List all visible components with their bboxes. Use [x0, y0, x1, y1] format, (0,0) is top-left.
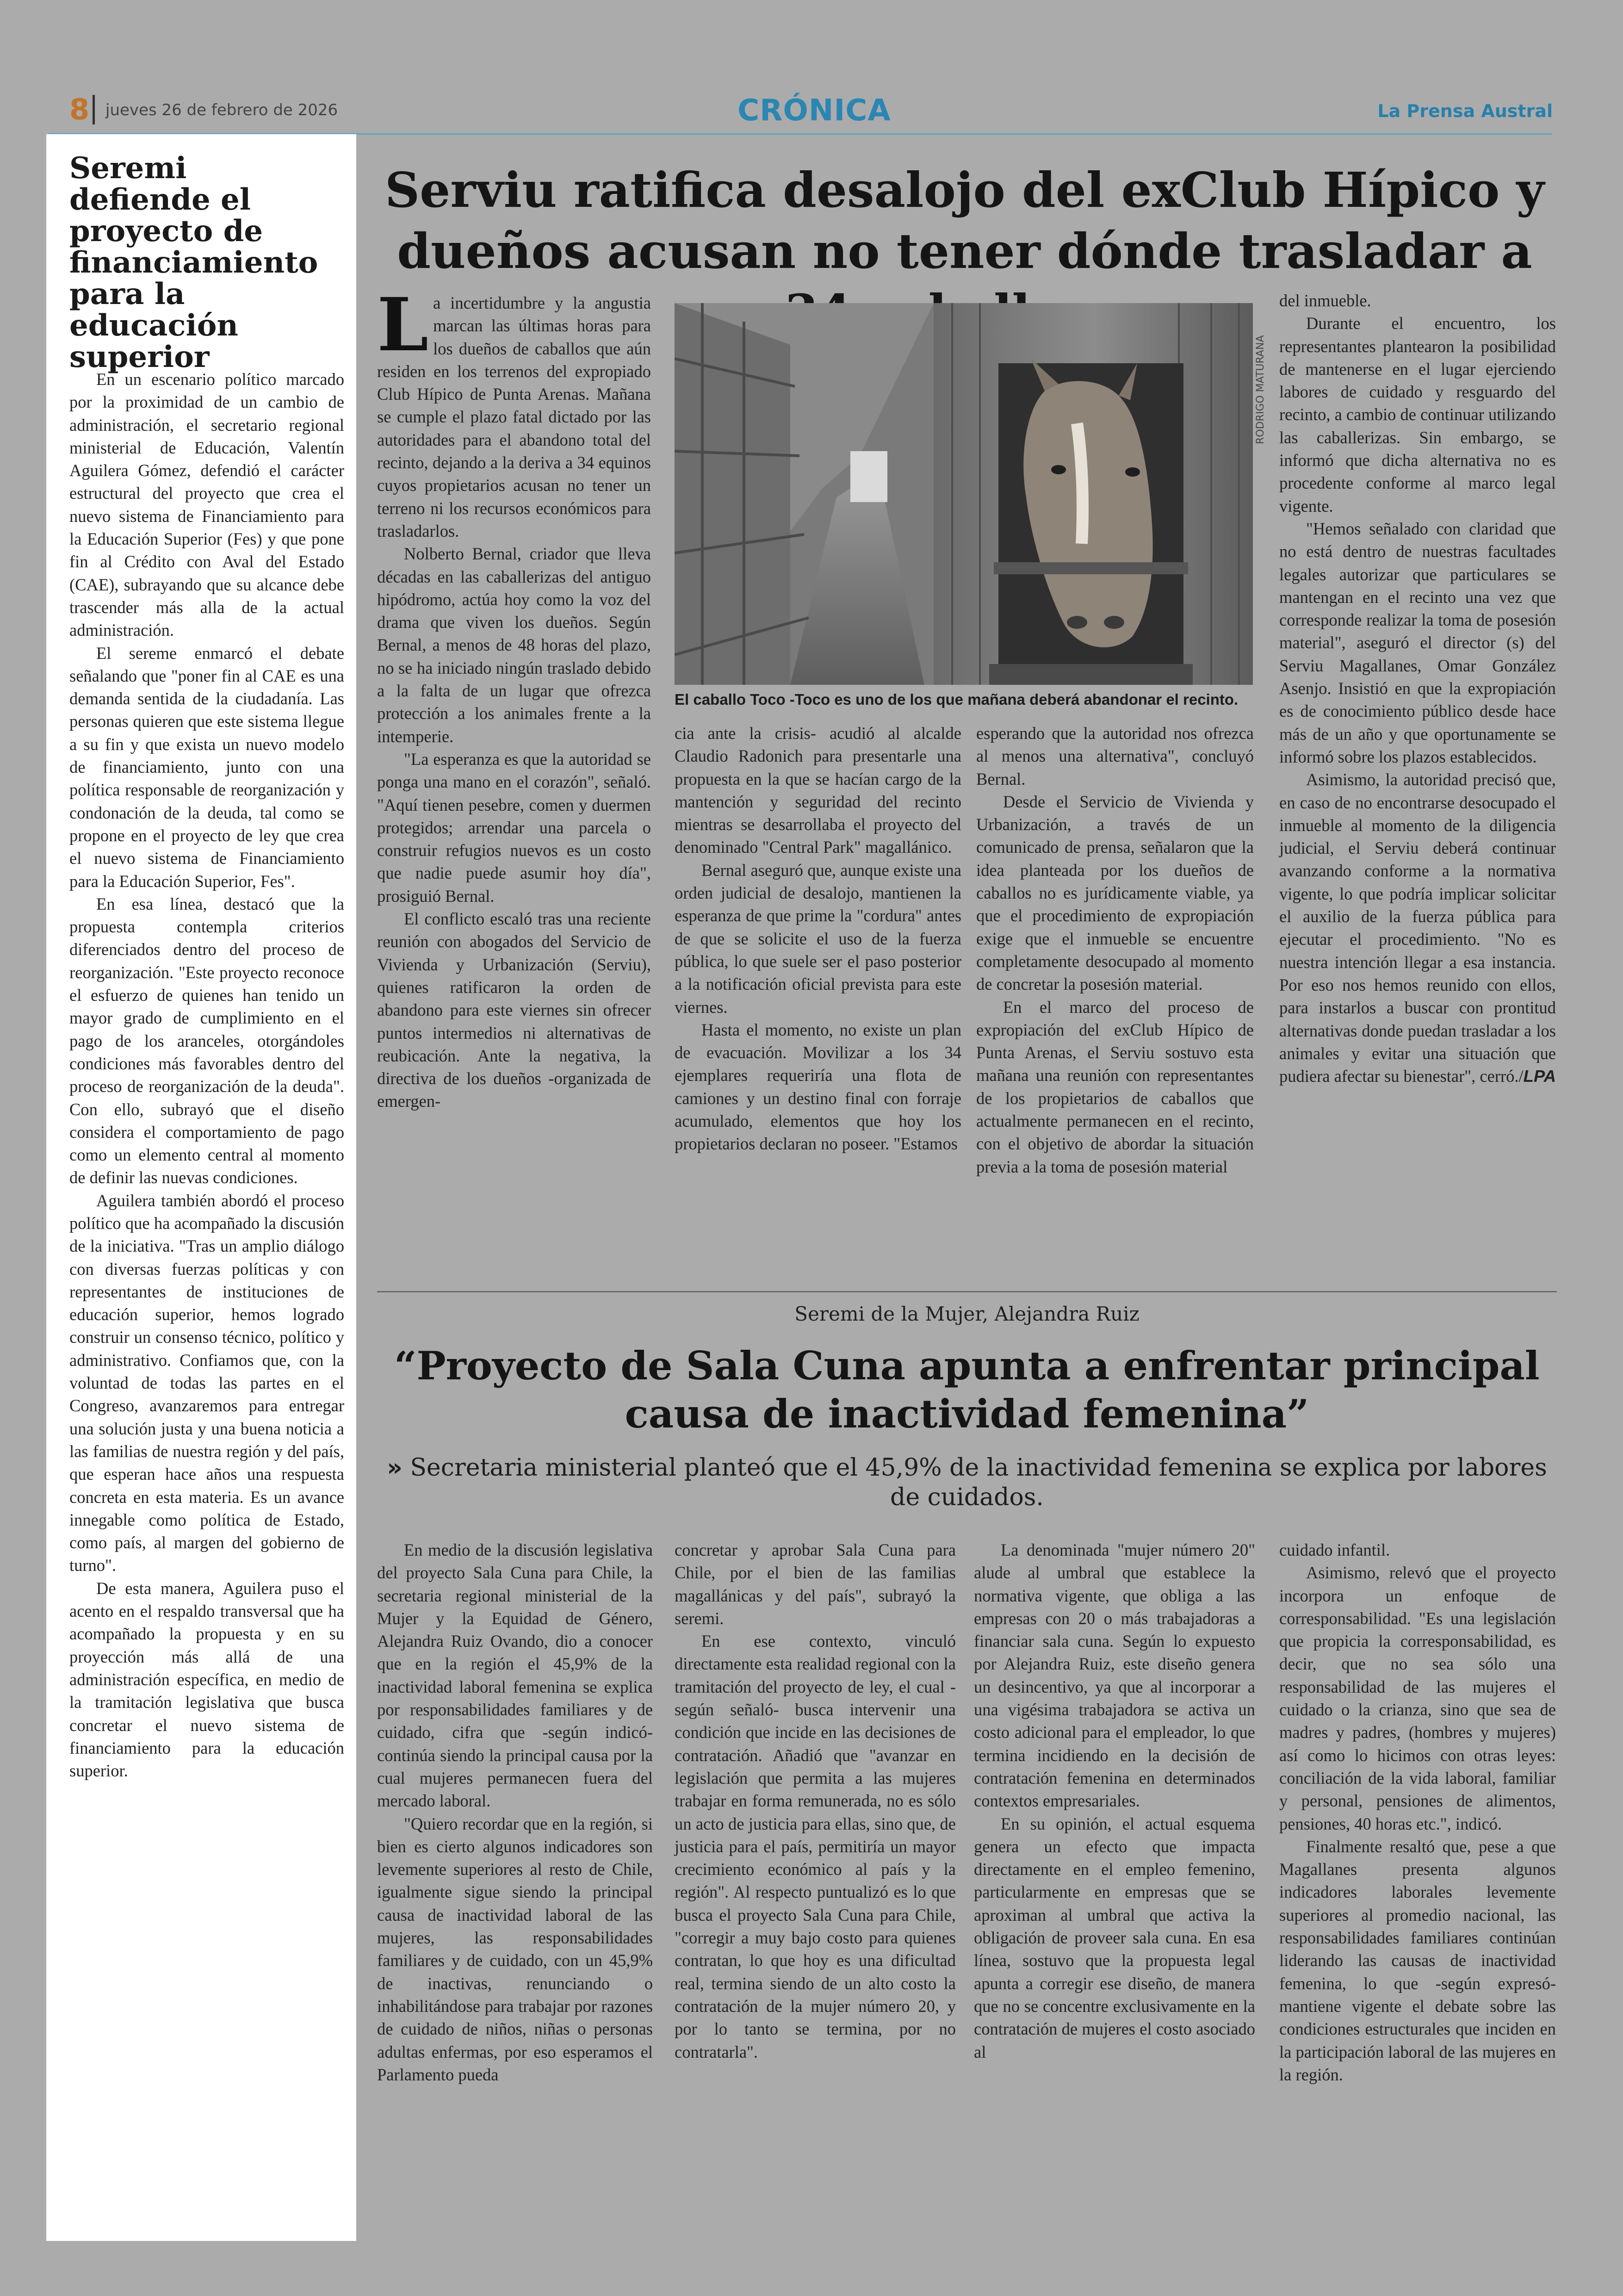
section-name: CRÓNICA	[737, 93, 891, 128]
article2-deck-text: Secretaria ministerial planteó que el 45,9% de la inactividad femenina se explica por labores de cuidados.	[410, 1454, 1547, 1511]
article2-paragraph: cuidado infantil.	[1279, 1540, 1390, 1559]
article1-column-2	[675, 722, 961, 1155]
article2-paragraph: Finalmente resaltó que, pese a que Magallanes presenta algunos indicadores laborales levemente superiores al promedio nacional, las responsabilidades familiares continúan liderando las causas de inactividad femenina, lo que -según expresó- mantiene vigente el debate sobre las condiciones estructurales que inciden en la participación laboral de las mujeres en la región.	[1279, 1837, 1556, 2084]
article1-paragraph: esperando que la autoridad nos ofrezca al menos una alternativa", concluyó Bernal.	[976, 724, 1254, 788]
article-divider	[377, 1291, 1557, 1292]
article2-headline: “Proyecto de Sala Cuna apunta a enfrentar principal causa de inactividad femenina”	[394, 1343, 1540, 1437]
article2-deck	[377, 1453, 1557, 1512]
article1-column-1	[377, 282, 651, 1113]
article2-paragraph: Asimismo, relevó que el proyecto incorpora un enfoque de corresponsabilidad. "Es una legislación que propicia la corresponsabilidad, es decir, que no sea sólo una responsabilidad de las mujeres el cuidado o la crianza, sino que sea de madres y padres, (hombres y mujeres) así como lo hicimos con otras leyes: conciliación de la vida laboral, familiar y personal, pensiones de alimentos, pensiones, 40 horas etc.", indicó.	[1279, 1563, 1556, 1833]
article1-paragraph: Hasta el momento, no existe un plan de evacuación. Movilizar a los 34 ejemplares requeriría una flota de camiones y un destino final con forraje acumulado, elementos que hoy los propietarios declaran no poseer. "Estamos	[675, 1020, 961, 1154]
article1-paragraph: Durante el encuentro, los representantes plantearon la posibilidad de mantenerse en el lugar ejerciendo labores de cuidado y resguardo del recinto, a cambio de continuar utilizando las caballerizas. Sin embargo, se informó que dicha alternativa no es procedente conforme al marco legal vigente.	[1279, 314, 1556, 515]
article1-paragraph: Nolberto Bernal, criador que lleva décadas en las caballerizas del antiguo hipódromo, actúa hoy como la voz del drama que viven los dueños. Según Bernal, a menos de 48 horas del plazo, no se ha iniciado ningún traslado debido a la falta de un lugar que ofrezca protección a los animales frente a la intemperie.	[377, 544, 651, 746]
article1-paragraph: "Hemos señalado con claridad que no está dentro de nuestras facultades legales autorizar que particulares se mantengan en el recinto una vez que corresponde realizar la toma de posesión material", aseguró el director (s) del Serviu Magallanes, Omar González Asenjo. Insistió en que la expropiación es de conocimiento público desde hace más de un año y que oportunamente se informó sobre los plazos establecidos.	[1279, 519, 1556, 766]
article1-paragraph: En el marco del proceso de expropiación del exClub Hípico de Punta Arenas, el Serviu sostuvo esta mañana una reunión con representantes de los propietarios de caballos que actualmente permanecen en el recinto, con el objetivo de abordar la situación previa a la toma de posesión material	[976, 997, 1254, 1176]
sidebar-paragraph: Aguilera también abordó el proceso político que ha acompañado la discusión de la iniciativa. "Tras un amplio diálogo con diversas fuerzas políticas y con representantes de instituciones de educación superior, hemos logrado construir un consenso técnico, político y administrativo. Confiamos que, con la voluntad de todas las partes en el Congreso, avanzaremos para entregar una solución justa y una buena noticia a las familias de nuestra región y del país, que esperan hace años una respuesta concreta en esta materia. Es un avance innegable como política de Estado, como país, al margen del gobierno de turno".	[69, 1191, 344, 1575]
article2-paragraph: En ese contexto, vinculó directamente esta realidad regional con la tramitación del proyecto de ley, el cual -según señaló- busca intervenir una condición que incide en las decisiones de contratación. Añadió que "avanzar en legislación que permita a las mujeres trabajar en forma remunerada, no es sólo un acto de justicia para ellas, sino que, de justicia para el país, permitiría un mayor crecimiento económico al país y la región". Al respecto puntualizó es lo que busca el proyecto Sala Cuna para Chile, "corregir a muy bajo costo para quienes contratan, lo que hoy es una dificultad real, termina siendo de un alto costo la contratación de la mujer número 20, y por lo tanto se termina, por no contratarla".	[675, 1632, 956, 2061]
article2-column-2	[675, 1539, 956, 2063]
sidebar-paragraph: El sereme enmarcó el debate señalando que "poner fin al CAE es una demanda sentida de la ciudadanía. Las personas quieren que este sistema llegue a su fin y que exista un nuevo modelo de financiamiento, junto con una política responsable de reorganización y condonación de la deuda, tal como se propone en el proyecto de ley que crea el nuevo sistema de Financiamiento para la Educación Superior, Fes".	[69, 643, 344, 891]
publication-name: La Prensa Austral	[1377, 101, 1553, 121]
double-chevron-icon: »	[387, 1454, 403, 1482]
sidebar-body	[69, 368, 344, 1782]
article1-paragraph: del inmueble.	[1279, 291, 1371, 310]
article1-paragraph: Bernal aseguró que, aunque existe una orden judicial de desalojo, mantienen la esperanza de que prime la "cordura" antes de que se solicite el uso de la fuerza pública, lo que suele ser el paso posterior a la notificación oficial prevista para este viernes.	[675, 860, 961, 1017]
article1-paragraph: El conflicto escaló tras una reciente reunión con abogados del Servicio de Vivienda y Urbanización (Serviu), quienes ratificaron la orden de abandono para este viernes sin ofrecer puntos intermedios ni alternativas de reubicación. Ante la negativa, la directiva de los dueños -organizada de emergen-	[377, 909, 651, 1111]
article2-paragraph: En su opinión, el actual esquema genera un efecto que impacta directamente en el empleo femenino, particularmente en empresas que se aproximan al umbral que activa la obligación de proveer sala cuna. En esa línea, sostuvo que la propuesta legal apunta a corregir ese diseño, de manera que no se concentre exclusivamente en la contratación de mujeres el costo asociado al	[974, 1814, 1255, 2061]
article2-column-4	[1279, 1539, 1556, 2086]
issue-date: jueves 26 de febrero de 2026	[105, 101, 338, 119]
article1-column-3	[976, 722, 1254, 1178]
article2-paragraph: La denominada "mujer número 20" alude al umbral que establece la normativa vigente, que obliga a las empresas con 20 o más trabajadoras a financiar sala cuna. Según lo expuesto por Alejandra Ruiz, este diseño genera un desincentivo, ya que al incorporar a una vigésima trabajadora se activa un costo adicional para el empleador, lo que termina incidiendo en la decisión de contratación femenina en determinados contextos empresariales.	[974, 1540, 1255, 1811]
article2-paragraph: concretar y aprobar Sala Cuna para Chile, por el bien de las familias magallánicas y del país", subrayó la seremi.	[675, 1540, 956, 1628]
author-signature: LPA	[1523, 1067, 1556, 1086]
article2-paragraph: "Quiero recordar que en la región, si bien es cierto algunos indicadores son levemente superiores al resto de Chile, igualmente sigue siendo la principal causa de inactividad laboral de las mujeres, las responsabilidades familiares y de cuidado, con un 45,9% de inactivas, renunciando o inhabilitándose para trabajar por razones de cuidado de niños, niñas o personas adultas enfermas, por eso esperamos el Parlamento pueda	[377, 1814, 653, 2084]
article1-column-4	[1279, 289, 1556, 1087]
article1-paragraph: cia ante la crisis- acudió al alcalde Claudio Radonich para presentarle una propuesta en la que se hacían cargo de la mantención y seguridad del recinto mientras se desarrollaba el proyecto del denominado "Central Park" magallánico.	[675, 724, 961, 857]
photo-caption: El caballo Toco -Toco es uno de los que mañana deberá abandonar el recinto.	[675, 691, 1239, 708]
sidebar-paragraph: En un escenario político marcado por la proximidad de un cambio de administración, el secretario regional ministerial de Educación, Valentín Aguilera Gómez, defendió el carácter estructural del proyecto que crea el nuevo sistema de Financiamiento para la Educación Superior (Fes) y que pone fin al Crédito con Aval del Estado (CAE), subrayando que su alcance debe trascender más alla de la actual administración.	[69, 370, 344, 640]
drop-cap: L	[377, 282, 429, 368]
article1-lead-text: a incertidumbre y la angustia marcan las últimas horas para los dueños de caballos que aún residen en los terrenos del expropiado Club Hípico de Punta Arenas. Mañana se cumple el plazo fatal dictado por las autoridades para el abandono total del recinto, dejando a la deriva a 34 equinos cuyos propietarios acusan no tener un terreno ni los recursos económicos para trasladarlos.	[377, 293, 651, 540]
article1-paragraph-text: Asimismo, la autoridad precisó que, en caso de no encontrarse desocupado el inmueble al momento de la diligencia judicial, el Serviu deberá continuar avanzando conforme a la normativa vigente, lo que podría implicar solicitar el auxilio de la fuerza pública para ejecutar el procedimiento. "No es nuestra intención llegar a esa instancia. Por eso nos hemos reunido con ellos, para instarlos a buscar con prontitud alternativas donde puedan trasladar a los animales y evitar una situación que pudiera afectar su bienestar", cerró.	[1279, 770, 1556, 1086]
horse-photo-illustration	[675, 303, 1253, 685]
article2-kicker: Seremi de la Mujer, Alejandra Ruiz	[794, 1303, 1140, 1325]
article1-paragraph: Desde el Servicio de Vivienda y Urbanización, a través de un comunicado de prensa, señalaron que la idea planteada por los dueños de caballos no es jurídicamente viable, ya que el procedimiento de expropiación exige que el inmueble se encuentre completamente desocupado al momento de concretar la posesión material.	[976, 792, 1254, 994]
sidebar-paragraph: De esta manera, Aguilera puso el acento en el respaldo transversal que ha acompañado la propuesta y en su proyección más allá de una administración específica, en medio de la tramitación legislativa que busca concretar el nuevo sistema de financiamiento para la educación superior.	[69, 1578, 344, 1781]
article2-column-3	[974, 1539, 1255, 2063]
photo-credit: RODRIGO MATURANA	[1255, 335, 1266, 444]
horse-stable-photo	[675, 303, 1253, 685]
article2-column-1	[377, 1539, 653, 2086]
article2-paragraph: En medio de la discusión legislativa del proyecto Sala Cuna para Chile, la secretaria regional ministerial de la Mujer y la Equidad de Género, Alejandra Ruiz Ovando, dio a conocer que en la región el 45,9% de la inactividad laboral femenina se explica por responsabilidades familiares y de cuidado, cifra que -según indicó- continúa siendo la principal causa por la cual mujeres permanecen fuera del mercado laboral.	[377, 1540, 653, 1811]
article1-headline: Serviu ratifica desalojo del exClub Hípico y dueños acusan no tener dónde trasladar a	[385, 161, 1544, 279]
article1-paragraph: "La esperanza es que la autoridad se ponga una mano en el corazón", señaló. "Aquí tienen pesebre, comen y duermen protegidos; arrendar una parcela o construir refugios nuevos es un costo que nadie puede asumir hoy día", prosiguió Bernal.	[377, 749, 651, 906]
article1-closing-paragraph: Asimismo, la autoridad precisó que, en caso de no encontrarse desocupado el inmueble al momento de la diligencia judicial, el Serviu deberá continuar avanzando conforme a la normativa vigente, lo que podría implicar solicitar el auxilio de la fuerza pública para ejecutar el procedimiento. "No es nuestra intención llegar a esa instancia. Por eso nos hemos reunido con ellos, para instarlos a buscar con prontitud alternativas donde puedan trasladar a los animales y evitar una situación que pudiera afectar su bienestar", cerró./LPA	[1279, 770, 1556, 1086]
sidebar-paragraph: En esa línea, destacó que la propuesta contempla criterios diferenciados dentro del proceso de reorganización. "Este proyecto reconoce el esfuerzo de quienes han tenido un mayor grado de cumplimiento en el pago de los aranceles, otorgándoles condiciones más favorables dentro del proceso de reorganización de la deuda". Con ello, subrayó que el diseño considera el comportamiento de pago como un elemento central al momento de definir las nuevas condiciones.	[69, 894, 344, 1187]
page-number: 8	[69, 93, 90, 126]
article1-lead-paragraph	[377, 282, 651, 542]
sidebar-headline: Seremi defiende el proyecto de financiamiento para la educación superior	[69, 151, 318, 374]
page-number-divider	[93, 95, 95, 124]
